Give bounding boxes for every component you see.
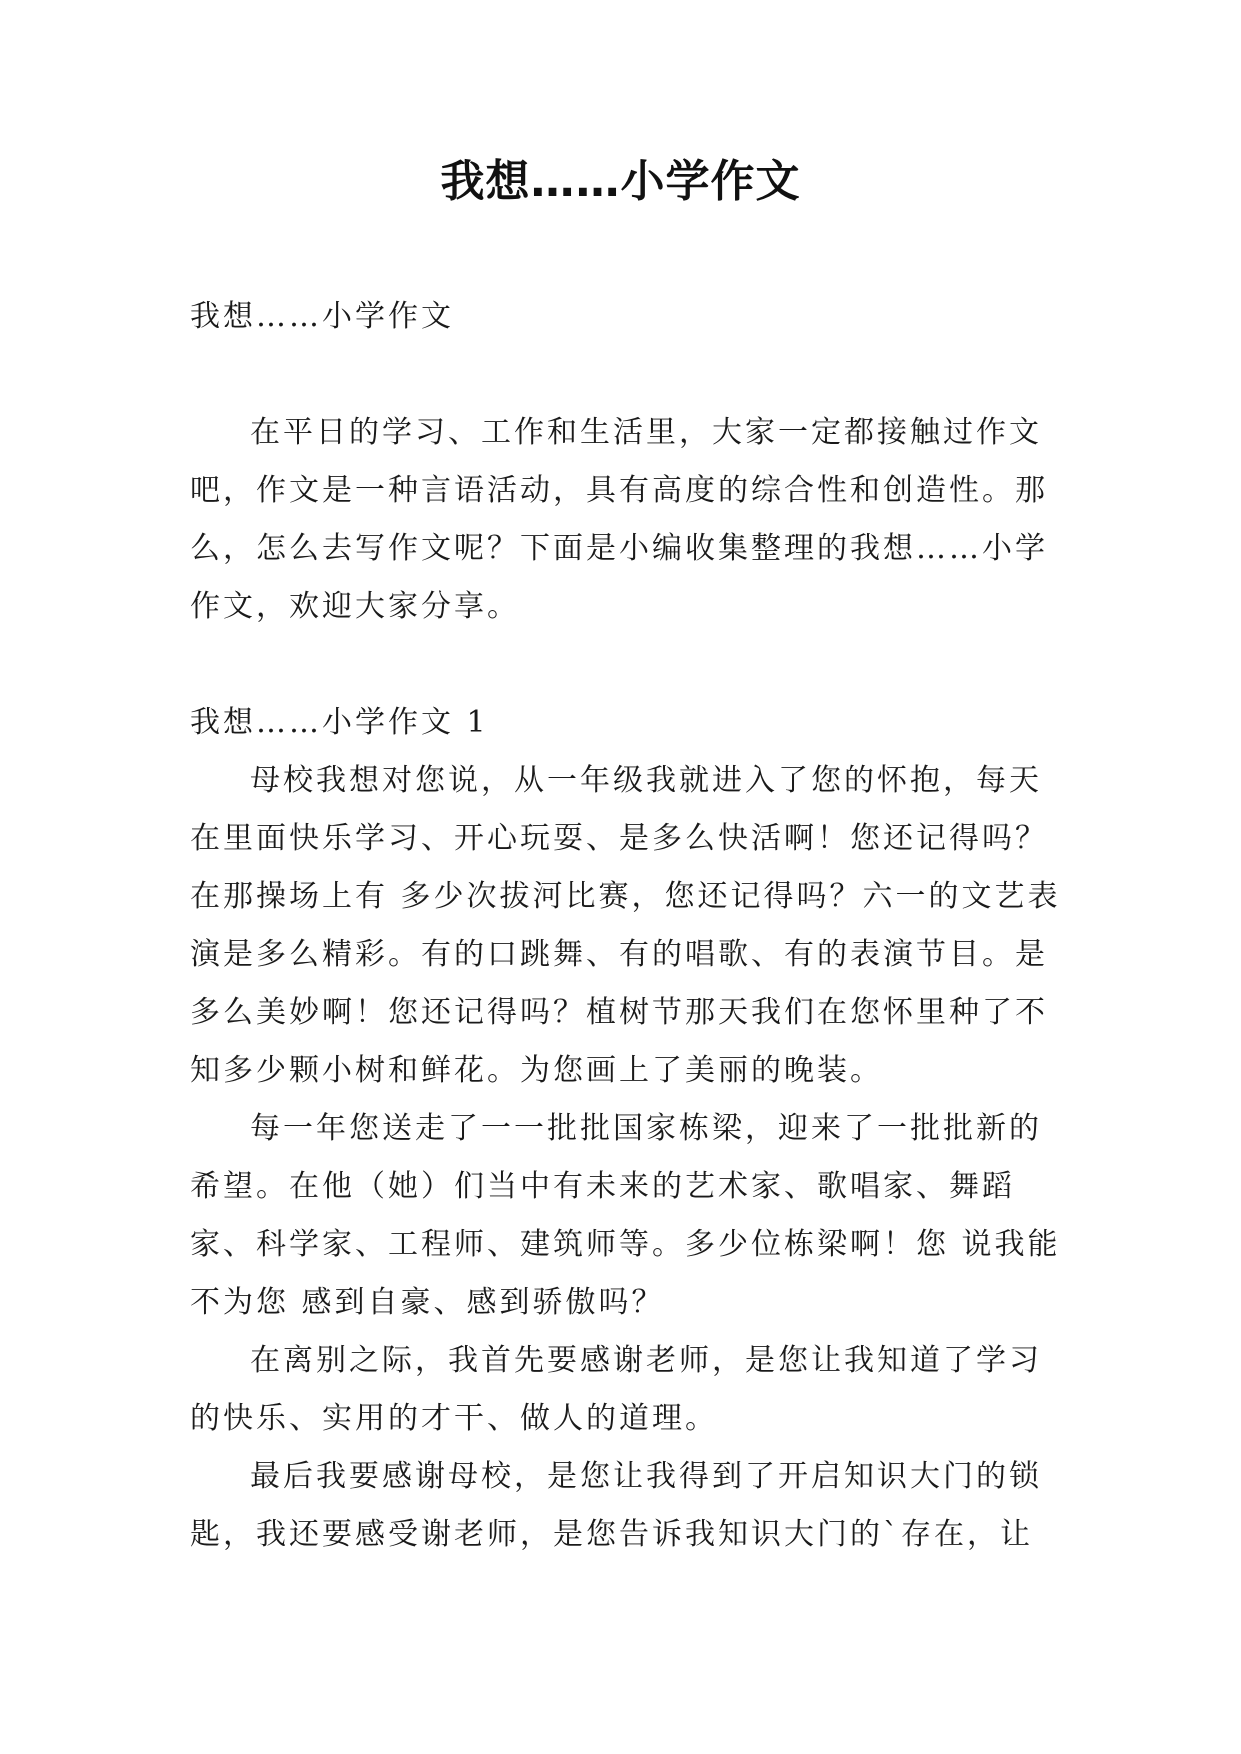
section-heading: 我想……小学作文 1 bbox=[190, 705, 489, 740]
body-paragraph: 每一年您送走了一一批批国家栋梁，迎来了一批批新的希望。在他（她）们当中有未来的艺术家、歌唱家、舞蹈家、科学家、工程师、建筑师等。多少位栋梁啊！您 说我能不为您 感到自豪、感到骄傲吗？ bbox=[190, 1111, 1061, 1320]
spacer bbox=[190, 346, 1070, 404]
spacer bbox=[190, 636, 1070, 694]
document-title: 我想……小学作文 bbox=[440, 156, 801, 207]
body-paragraph: 最后我要感谢母校，是您让我得到了开启知识大门的锁匙，我还要感受谢老师，是您告诉我知识大门的`存在，让 bbox=[190, 1459, 1042, 1552]
document-body bbox=[190, 288, 1070, 1564]
body-paragraph: 在离别之际，我首先要感谢老师，是您让我知道了学习的快乐、实用的才干、做人的道理。 bbox=[190, 1343, 1042, 1436]
document-subtitle: 我想……小学作文 bbox=[190, 299, 454, 334]
body-paragraph: 母校我想对您说，从一年级我就进入了您的怀抱，每天在里面快乐学习、开心玩耍、是多么快活啊！您还记得吗？在那操场上有 多少次拔河比赛，您还记得吗？六一的文艺表演是多么精彩。有的口跳舞、有的唱歌、有的表演节目。是多么美妙啊！您还记得吗？植树节那天我们在您怀里种了不知多少颗小树和鲜花。为您画上了美丽的晚装。 bbox=[190, 763, 1061, 1088]
intro-paragraph: 在平日的学习、工作和生活里，大家一定都接触过作文吧，作文是一种言语活动，具有高度的综合性和创造性。那么，怎么去写作文呢？下面是小编收集整理的我想……小学作文，欢迎大家分享。 bbox=[190, 415, 1048, 624]
